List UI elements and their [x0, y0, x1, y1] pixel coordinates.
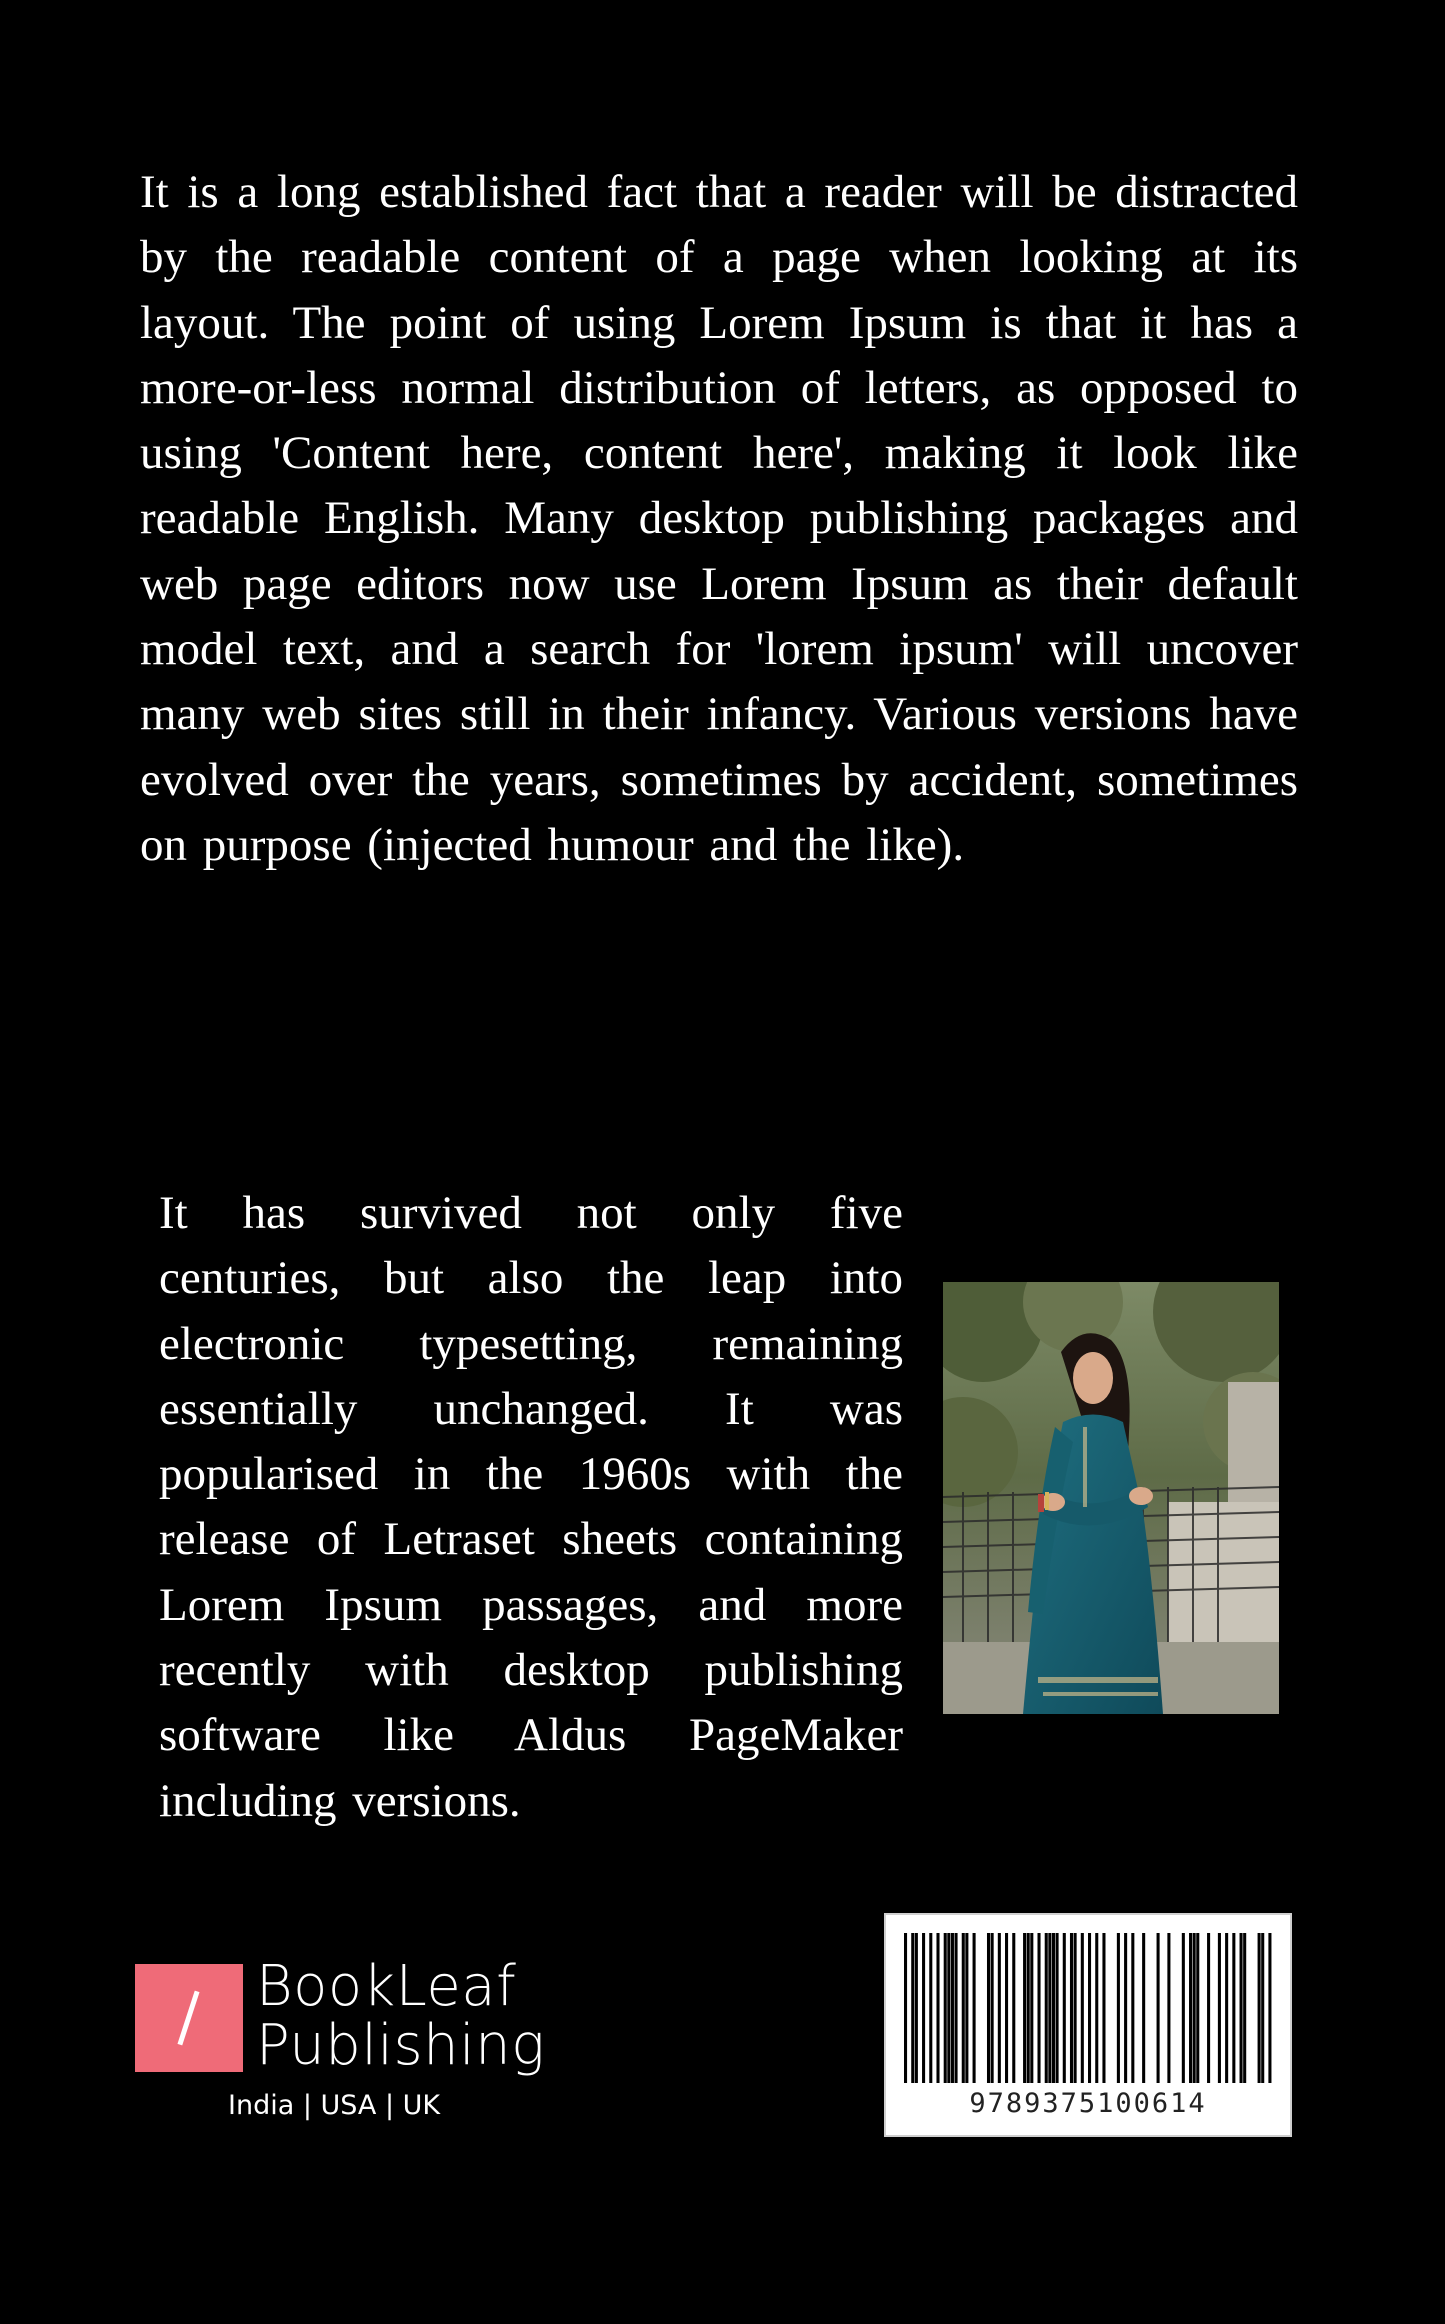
barcode-bar	[973, 1933, 976, 2083]
publisher-name-line-2: Publishing	[256, 2013, 546, 2078]
barcode-bar	[987, 1933, 990, 2083]
barcode-bar	[1232, 1933, 1235, 2083]
barcode-bar	[1030, 1933, 1033, 2083]
barcode-icon	[904, 1933, 1272, 2083]
barcode-bar	[944, 1933, 947, 2083]
barcode-bar	[955, 1933, 958, 2083]
barcode-bar	[1157, 1933, 1160, 2083]
barcode-bar	[965, 1933, 968, 2083]
barcode-bar	[1045, 1933, 1048, 2083]
barcode-bar	[1182, 1933, 1185, 2083]
barcode-bar	[1196, 1933, 1199, 2083]
publisher-name-line-1: BookLeaf	[256, 1954, 517, 2019]
barcode-bar	[1048, 1933, 1051, 2083]
barcode-bar	[1102, 1933, 1105, 2083]
barcode-bar	[1088, 1933, 1091, 2083]
barcode-bar	[1081, 1933, 1084, 2083]
barcode-bar	[1027, 1933, 1030, 2083]
barcode-bar	[1117, 1933, 1120, 2083]
barcode-bar	[915, 1933, 918, 2083]
isbn-barcode	[884, 1913, 1292, 2137]
barcode-bar	[1189, 1933, 1192, 2083]
barcode-bar	[1023, 1933, 1026, 2083]
barcode-bar	[1056, 1933, 1059, 2083]
barcode-bar	[1167, 1933, 1170, 2083]
barcode-bar	[1243, 1933, 1246, 2083]
barcode-bar	[1037, 1933, 1040, 2083]
barcode-bar	[1142, 1933, 1145, 2083]
barcode-bar	[1124, 1933, 1127, 2083]
barcode-bar	[1063, 1933, 1066, 2083]
barcode-bar	[1012, 1933, 1015, 2083]
barcode-bar	[936, 1933, 939, 2083]
publisher-logo	[135, 1954, 555, 2137]
author-blurb: It has survived not only five centuries, but also the leap into electronic typesetting, remaining essentially unchanged. It was popularised in the 1960s with the release of Letraset sheets containing Lorem Ipsum passages, and more recently with desktop publishing software like Aldus PageMaker including versions.	[159, 1187, 903, 1827]
publisher-regions: India | USA | UK	[228, 2090, 441, 2121]
barcode-bar	[1261, 1933, 1264, 2083]
author-photo	[943, 1282, 1279, 1714]
barcode-bar	[1258, 1933, 1261, 2083]
barcode-bar	[947, 1933, 950, 2083]
barcode-bar	[1052, 1933, 1055, 2083]
barcode-bar	[962, 1933, 965, 2083]
back-cover-blurb: It is a long established fact that a reader will be distracted by the readable content of a page when looking at its layout. The point of using Lorem Ipsum is that it has a more-or-less normal distribution of letters, as opposed to using 'Content here, content here', making it look like readable English. Many desktop publishing packages and web page editors now use Lorem Ipsum as their default model text, and a search for 'lorem ipsum' will uncover many web sites still in their infancy. Various versions have evolved over the years, sometimes by accident, sometimes on purpose (injected humour and the like).	[140, 166, 1298, 871]
barcode-bar	[998, 1933, 1001, 2083]
barcode-bar	[1268, 1933, 1271, 2083]
barcode-bar	[951, 1933, 954, 2083]
barcode-bar	[1005, 1933, 1008, 2083]
barcode-bar	[991, 1933, 994, 2083]
isbn-number: 9789375100614	[969, 2088, 1207, 2119]
barcode-bar	[1131, 1933, 1134, 2083]
barcode-bar	[1193, 1933, 1196, 2083]
barcode-bar	[911, 1933, 914, 2083]
barcode-bar	[1074, 1933, 1077, 2083]
barcode-bar	[904, 1933, 907, 2083]
barcode-bar	[1218, 1933, 1221, 2083]
barcode-bar	[1240, 1933, 1243, 2083]
barcode-bar	[1095, 1933, 1098, 2083]
publisher-logo-mark-icon	[135, 1964, 243, 2072]
barcode-bar	[1070, 1933, 1073, 2083]
barcode-bar	[1207, 1933, 1210, 2083]
barcode-bar	[1225, 1933, 1228, 2083]
barcode-bar	[922, 1933, 925, 2083]
barcode-bar	[929, 1933, 932, 2083]
